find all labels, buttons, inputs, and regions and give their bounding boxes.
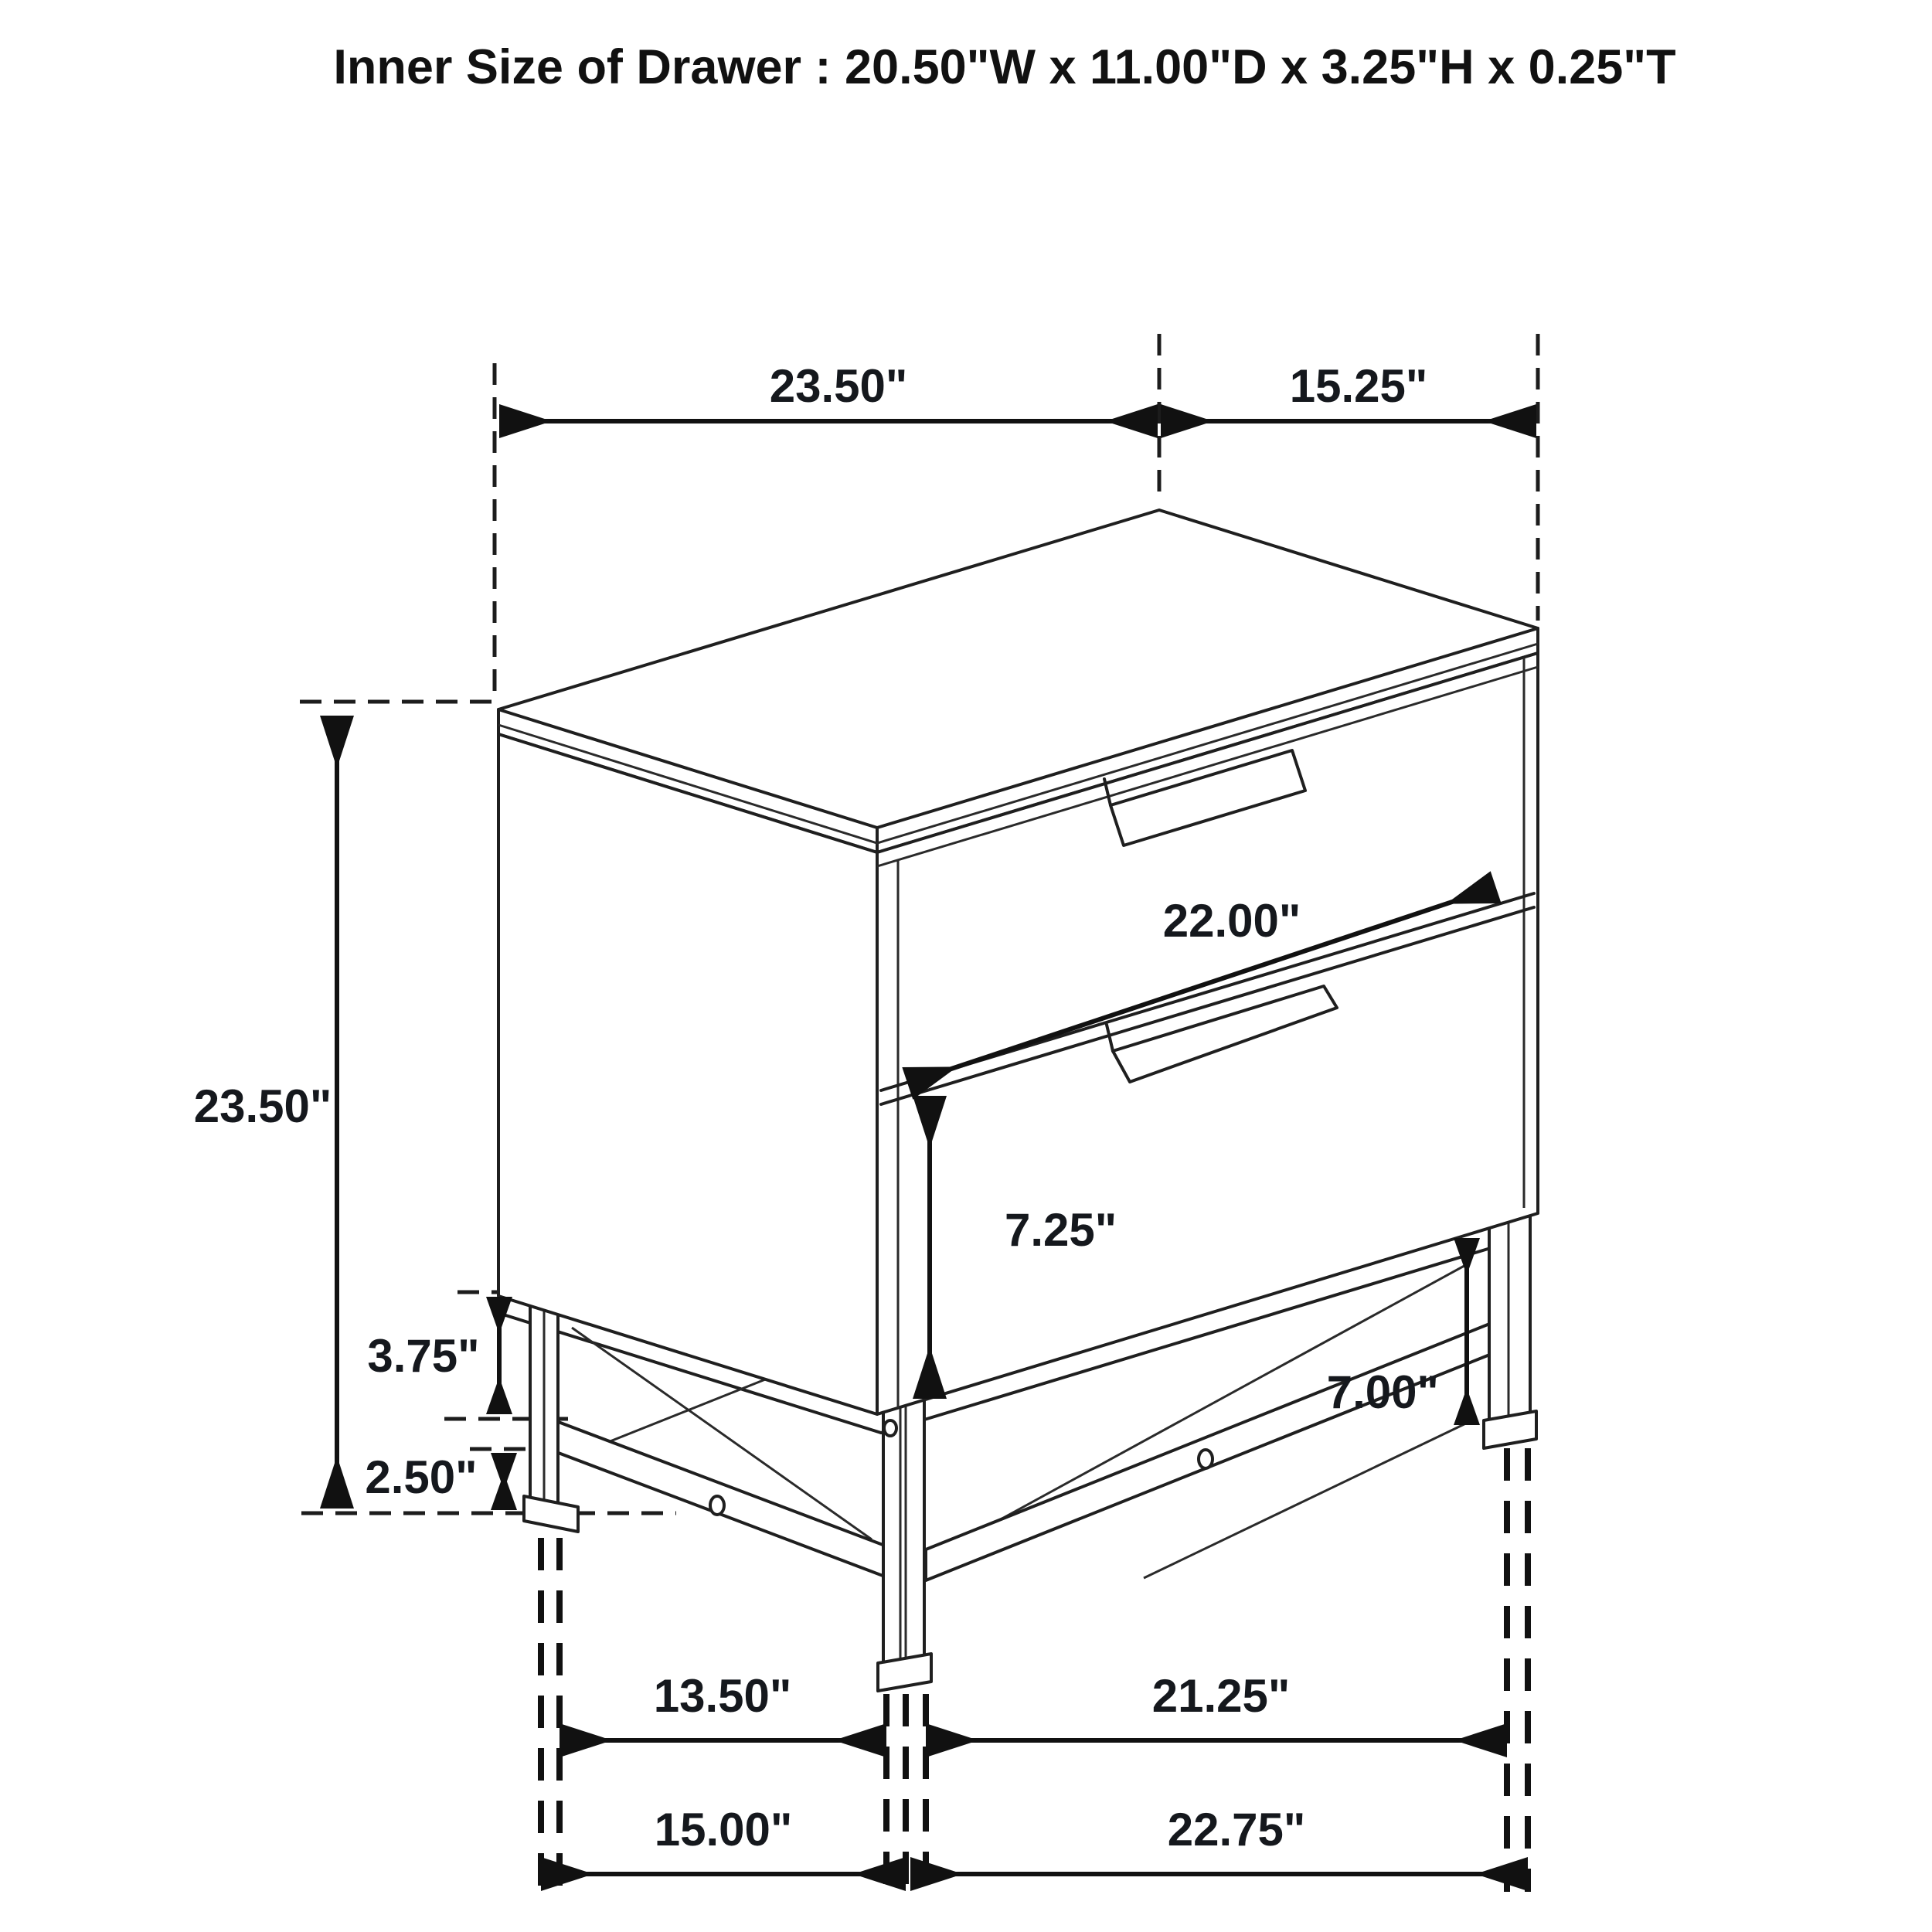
- front-stretcher-hole: [1199, 1450, 1213, 1468]
- diagram-title: Inner Size of Drawer : 20.50"W x 11.00"D x 3.25"H x 0.25"T: [333, 40, 1676, 94]
- front-left-leg-screw: [884, 1420, 896, 1436]
- dim-label-base-outer-depth: 15.00": [654, 1804, 793, 1855]
- nightstand-cabinet: [498, 510, 1538, 1414]
- dim-label-top-depth: 15.25": [1289, 360, 1428, 412]
- dim-label-top-width: 23.50": [769, 360, 908, 412]
- dim-label-drawer-height: 7.25": [1005, 1204, 1117, 1256]
- dim-label-overall-height: 23.50": [193, 1080, 332, 1132]
- dim-label-drawer-width: 22.00": [1162, 895, 1301, 947]
- dim-label-base-outer-width: 22.75": [1167, 1804, 1306, 1855]
- dim-label-base-inner-depth: 13.50": [653, 1670, 792, 1722]
- rear-left-leg-foot: [524, 1496, 578, 1532]
- side-panel: [498, 734, 877, 1414]
- dim-label-rail-gap: 3.75": [367, 1330, 480, 1382]
- left-stretcher-hole: [710, 1496, 724, 1515]
- dim-label-clearance: 2.50": [365, 1451, 478, 1503]
- dim-label-base-inner-width: 21.25": [1151, 1670, 1291, 1722]
- dim-label-leg-height: 7.00": [1326, 1366, 1439, 1418]
